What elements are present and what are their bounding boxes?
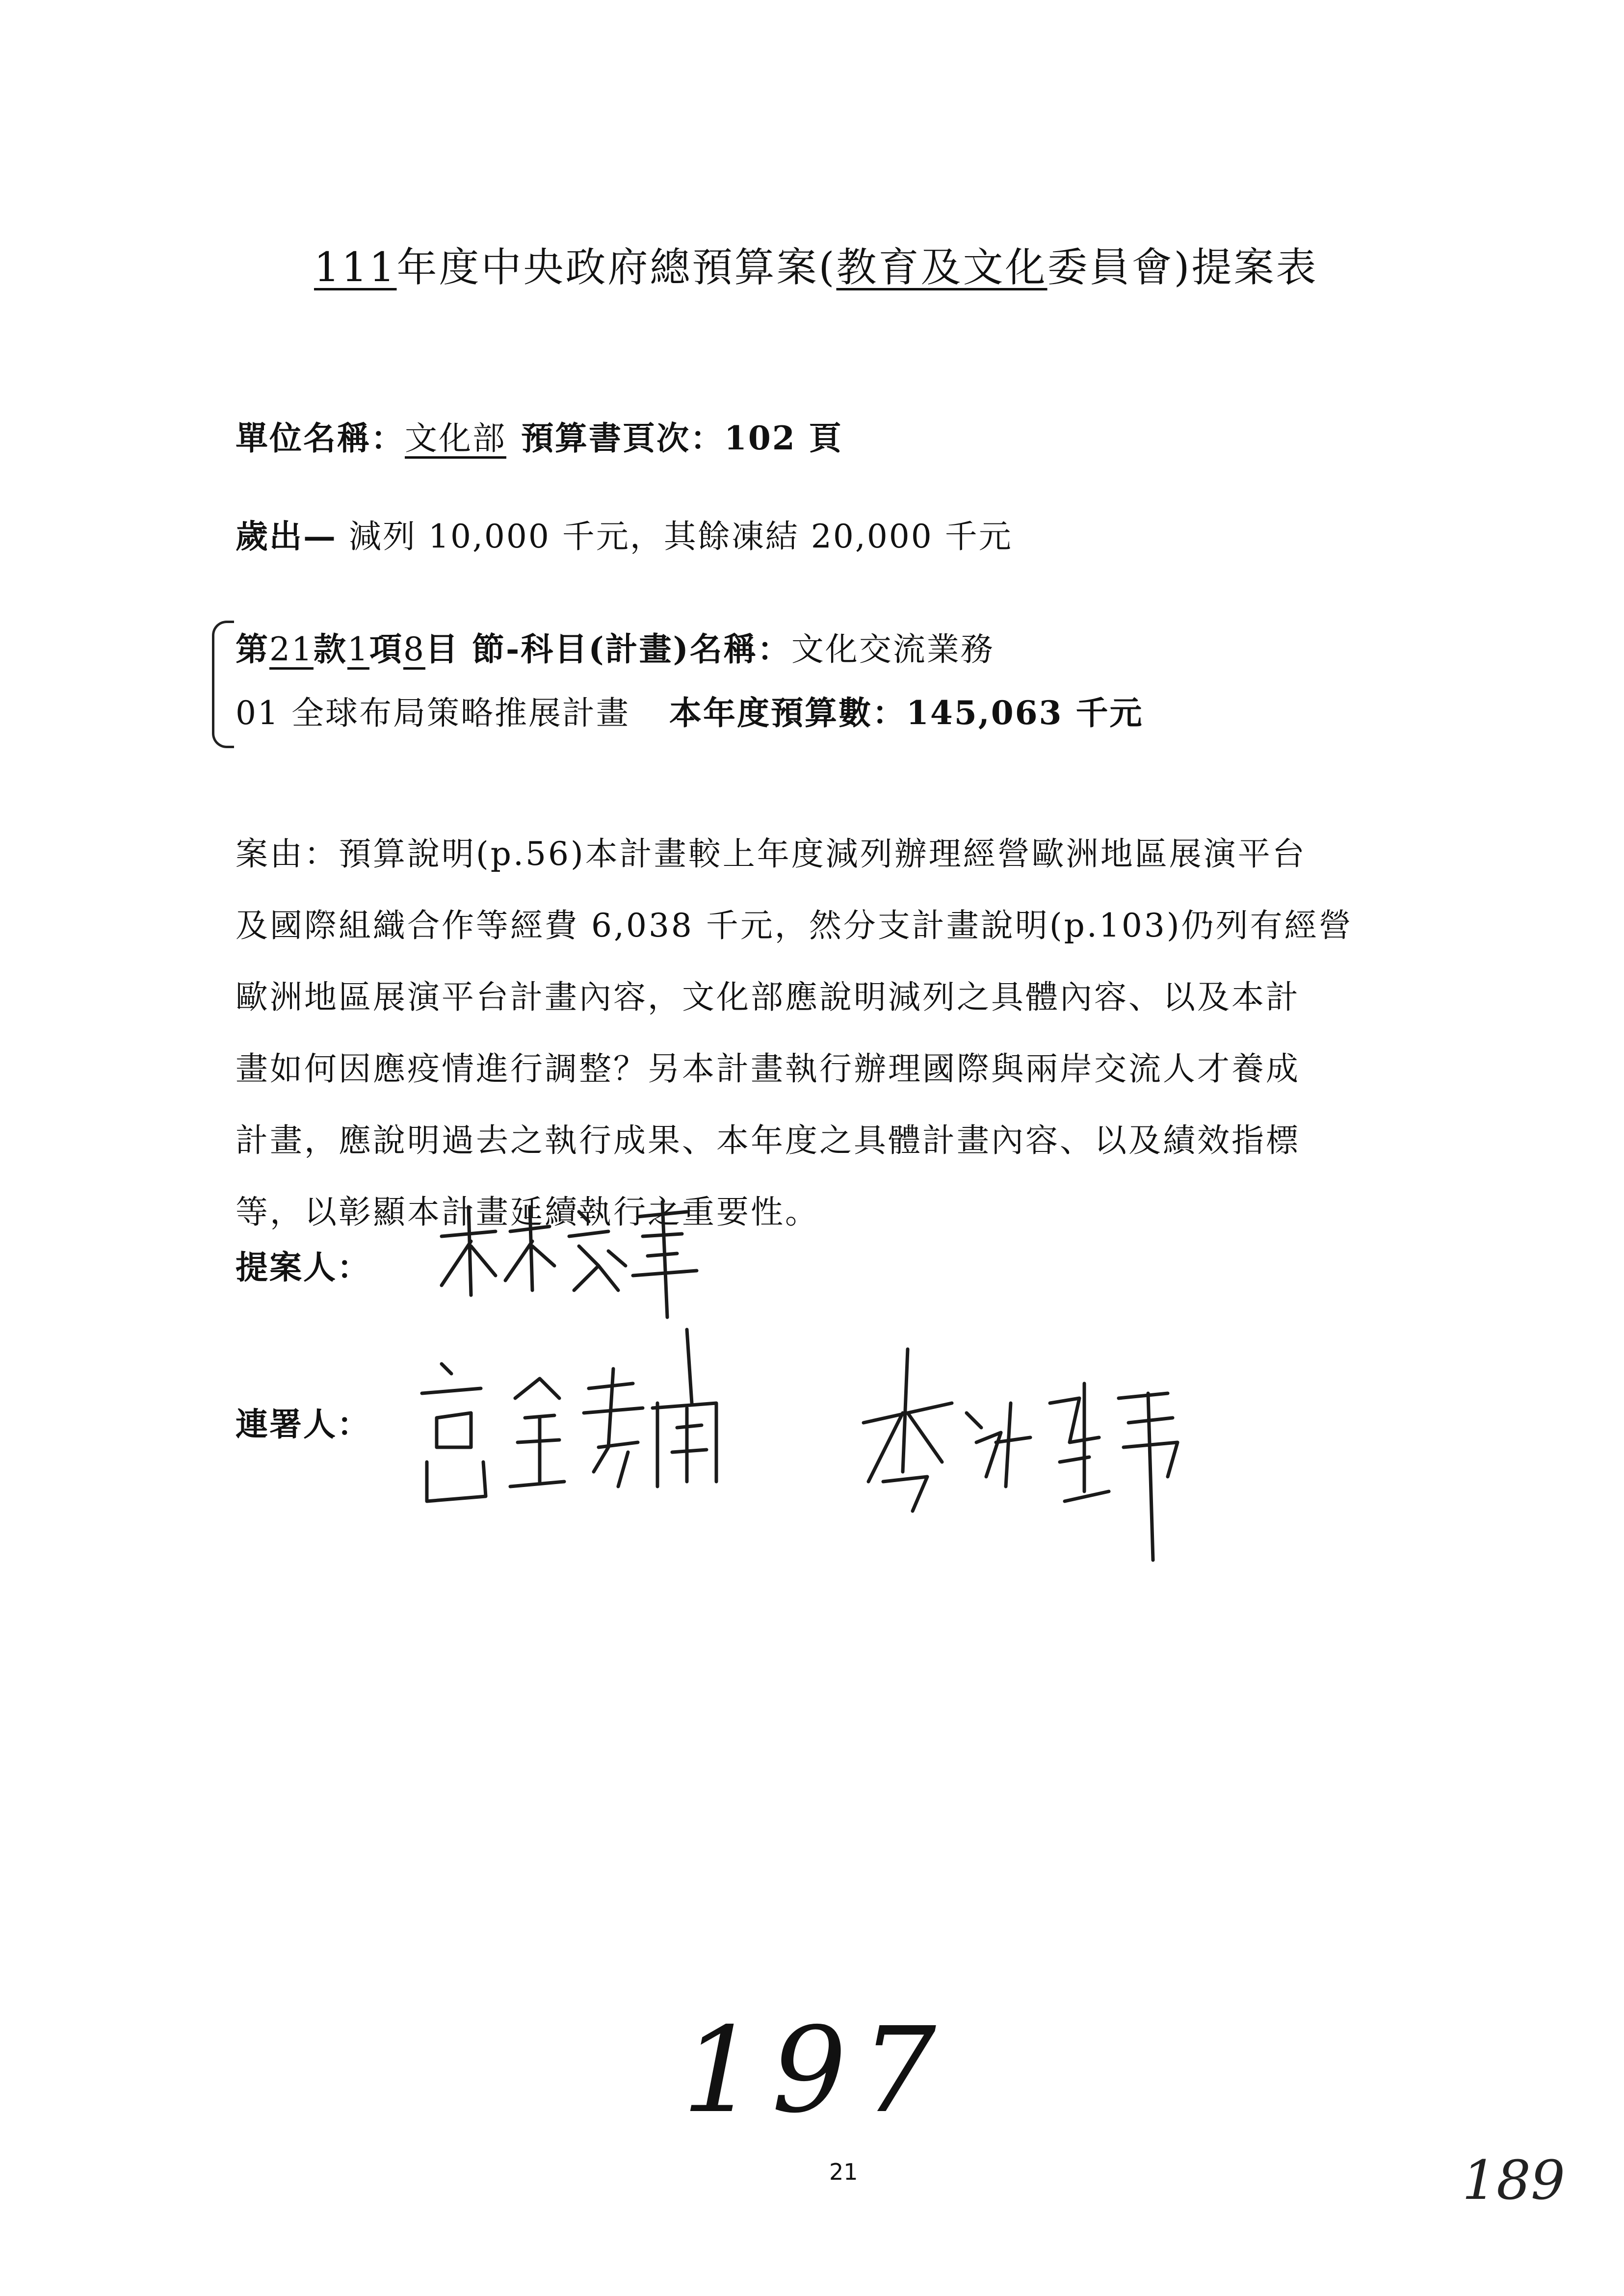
annual-budget: 本年度預算數：145,063 千元	[669, 694, 1144, 732]
subject-bracket	[212, 621, 234, 748]
title-year: 111	[314, 244, 397, 291]
budget-page-value: 102 頁	[724, 419, 843, 457]
handwritten-number: 197	[682, 2002, 951, 2139]
title-part1: 年度中央政府總預算案(	[396, 244, 837, 291]
proposer-label: 提案人：	[236, 1248, 371, 1286]
expenditure-text: 減列 10,000 千元，其餘凍結 20,000 千元	[337, 518, 1013, 555]
document-title	[314, 235, 1318, 293]
corner-number: 189	[1462, 2149, 1565, 2212]
plan-line	[236, 687, 1143, 733]
cosigner-label: 連署人：	[236, 1405, 371, 1443]
expenditure-label: 歲出—	[236, 517, 337, 555]
subject-line	[236, 623, 995, 670]
reason-paragraph: 案由：預算說明(p.56)本計畫較上年度減列辦理經營歐洲地區展演平台 及國際組織合作等經費 6,038 千元，然分支計畫說明(p.103)仍列有經營 歐洲地區展演平台計畫內容，文化部應說明減列之具體內容、以及本計 畫如何因應疫情進行調整？另本計畫執行辦理國際與兩岸交流人才養成 計畫，應說明過去之執行成果、本年度之具體計畫內容、以及績效指標 等，以彰顯本計畫延續執行之重要性。	[236, 835, 1353, 1231]
subject-xiang: 1	[347, 630, 369, 668]
subject-name: 文化交流業務	[791, 630, 995, 668]
subject-kuan-label: 款	[313, 630, 347, 668]
subject-mu-label: 目	[425, 630, 459, 668]
budget-page-label: 預算書頁次：	[521, 419, 724, 457]
title-committee: 教育及文化	[836, 244, 1048, 291]
page-number: 21	[829, 2159, 858, 2185]
subject-prefix: 第	[236, 630, 269, 668]
unit-line	[236, 412, 843, 459]
subject-rest-label: 節-科目(計畫)名稱：	[459, 630, 791, 668]
expenditure-line	[236, 510, 1013, 557]
plan-name: 01 全球布局策略推展計畫	[236, 694, 630, 732]
subject-kuan: 21	[269, 630, 314, 668]
subject-xiang-label: 項	[369, 630, 403, 668]
unit-name-value: 文化部	[405, 419, 506, 457]
title-part2: 委員會)提案表	[1047, 244, 1318, 291]
subject-mu: 8	[403, 630, 425, 668]
unit-name-label: 單位名稱：	[236, 419, 405, 457]
